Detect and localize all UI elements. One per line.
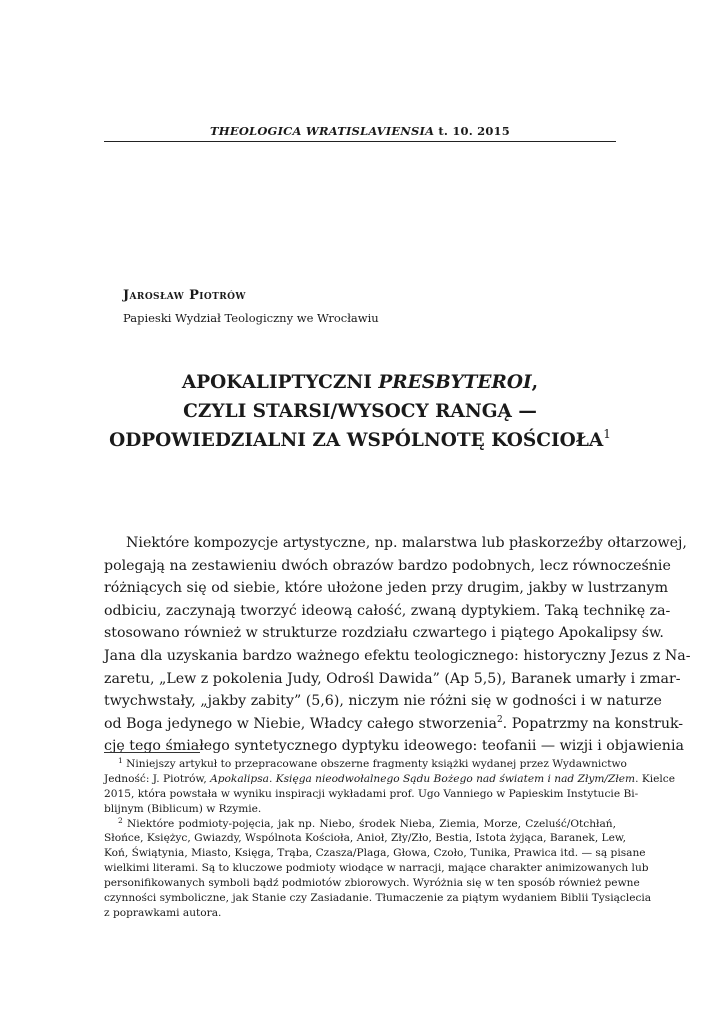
footnote-number: 2 bbox=[118, 815, 123, 825]
article-title bbox=[90, 368, 630, 455]
title-text: ODPOWIEDZIALNI ZA WSPÓLNOTĘ KOŚCIOŁA bbox=[109, 430, 604, 451]
title-text: APOKALIPTYCZNI bbox=[181, 372, 379, 393]
footnote-line: personifikowanych symboli bądź podmiotów zbiorowych. Wyróżnia się w ten sposób również pewne bbox=[104, 877, 640, 890]
title-punct: , bbox=[531, 372, 539, 393]
title-line-3 bbox=[90, 426, 630, 455]
footnote-line: wielkimi literami. Są to kluczowe podmioty wiodące w narracji, mające charakter animizowanych lub bbox=[104, 862, 649, 875]
footnote-2 bbox=[104, 817, 616, 832]
footnote-line: blijnym (Biblicum) w Rzymie. bbox=[104, 802, 262, 815]
footnote-reference-2[interactable]: 2 bbox=[496, 714, 503, 725]
footnote-reference-1[interactable]: 1 bbox=[603, 427, 611, 441]
running-header bbox=[104, 124, 616, 138]
title-line-1 bbox=[90, 368, 630, 397]
footnote-separator bbox=[104, 752, 200, 753]
body-text-segment: . Popatrzmy na konstruk- bbox=[502, 715, 684, 732]
footnote-text: Niektóre podmioty-pojęcia, jak np. Niebo, środek Nieba, Ziemia, Morze, Czeluść/Otchłań, bbox=[122, 817, 616, 830]
title-line-2: CZYLI STARSI/WYSOCY RANGĄ — bbox=[183, 401, 537, 422]
footnotes bbox=[104, 756, 675, 921]
author-name: Jarosław Piotrów bbox=[123, 288, 246, 303]
body-line: zaretu, „Lew z pokolenia Judy, Odrośl Dawida” (Ap 5,5), Baranek umarły i zmar- bbox=[104, 670, 681, 687]
journal-volume: t. 10. 2015 bbox=[434, 124, 510, 138]
footnote-line bbox=[104, 772, 675, 787]
body-line: twychwstały, „jakby zabity” (5,6), niczym nie różni się w godności i w naturze bbox=[104, 693, 662, 710]
footnote-text: . Kielce bbox=[635, 772, 675, 785]
footnote-line: Koń, Świątynia, Miasto, Księga, Trąba, Czasza/Plaga, Głowa, Czoło, Tunika, Prawica itd. — są pisane bbox=[104, 847, 646, 860]
body-line: Niektóre kompozycje artystyczne, np. malarstwa lub płaskorzeźby ołtarzowej, bbox=[126, 535, 687, 551]
body-line bbox=[104, 713, 684, 736]
body-line: odbiciu, zaczynają tworzyć ideową całość, zwaną dyptykiem. Taką technikę za- bbox=[104, 602, 671, 619]
body-text-segment: od Boga jedynego w Niebie, Władcy całego stworzenia bbox=[104, 715, 497, 732]
footnote-line: czynności symboliczne, jak Stanie czy Zasiadanie. Tłumaczenie za piątym wydaniem Biblii Tysiąclecia bbox=[104, 892, 652, 905]
body-line: stosowano również w strukturze rozdziału czwartego i piątego Apokalipsy św. bbox=[104, 625, 664, 642]
journal-name: THEOLOGICA WRATISLAVIENSIA bbox=[210, 124, 435, 138]
footnote-book-title: Apokalipsa. Księga nieodwołalnego Sądu Bożego nad światem i nad Złym/Złem bbox=[210, 772, 636, 785]
body-paragraph bbox=[104, 532, 691, 758]
footnote-line: Słońce, Księżyc, Gwiazdy, Wspólnota Kościoła, Anioł, Zły/Zło, Bestia, Istota żyjąca, Baranek, Lew, bbox=[104, 832, 627, 845]
body-line: różniących się od siebie, które ułożone jeden przy drugim, jakby w lustrzanym bbox=[104, 580, 669, 597]
footnote-number: 1 bbox=[118, 756, 123, 765]
header-rule bbox=[104, 141, 616, 142]
title-italic-term: PRESBYTEROI bbox=[378, 372, 532, 393]
body-line: cję tego śmiałego syntetycznego dyptyku ideowego: teofanii — wizji i objawienia bbox=[104, 738, 684, 755]
body-line: polegają na zestawieniu dwóch obrazów bardzo podobnych, lecz równocześnie bbox=[104, 557, 671, 574]
author-affiliation: Papieski Wydział Teologiczny we Wrocławiu bbox=[123, 311, 379, 325]
footnote-text: Niniejszy artykuł to przepracowane obszerne fragmenty książki wydanej przez Wydawnictwo bbox=[122, 758, 627, 770]
footnote-1 bbox=[104, 756, 627, 772]
footnote-line: z poprawkami autora. bbox=[104, 906, 222, 919]
footnote-line: 2015, która powstała w wyniku inspiracji wykładami prof. Ugo Vanniego w Papieskim Instytucie Bi- bbox=[104, 787, 639, 800]
body-line: Jana dla uzyskania bardzo ważnego efektu teologicznego: historyczny Jezus z Na- bbox=[104, 647, 691, 664]
footnote-text: Jedność: J. Piotrów, bbox=[104, 772, 211, 785]
